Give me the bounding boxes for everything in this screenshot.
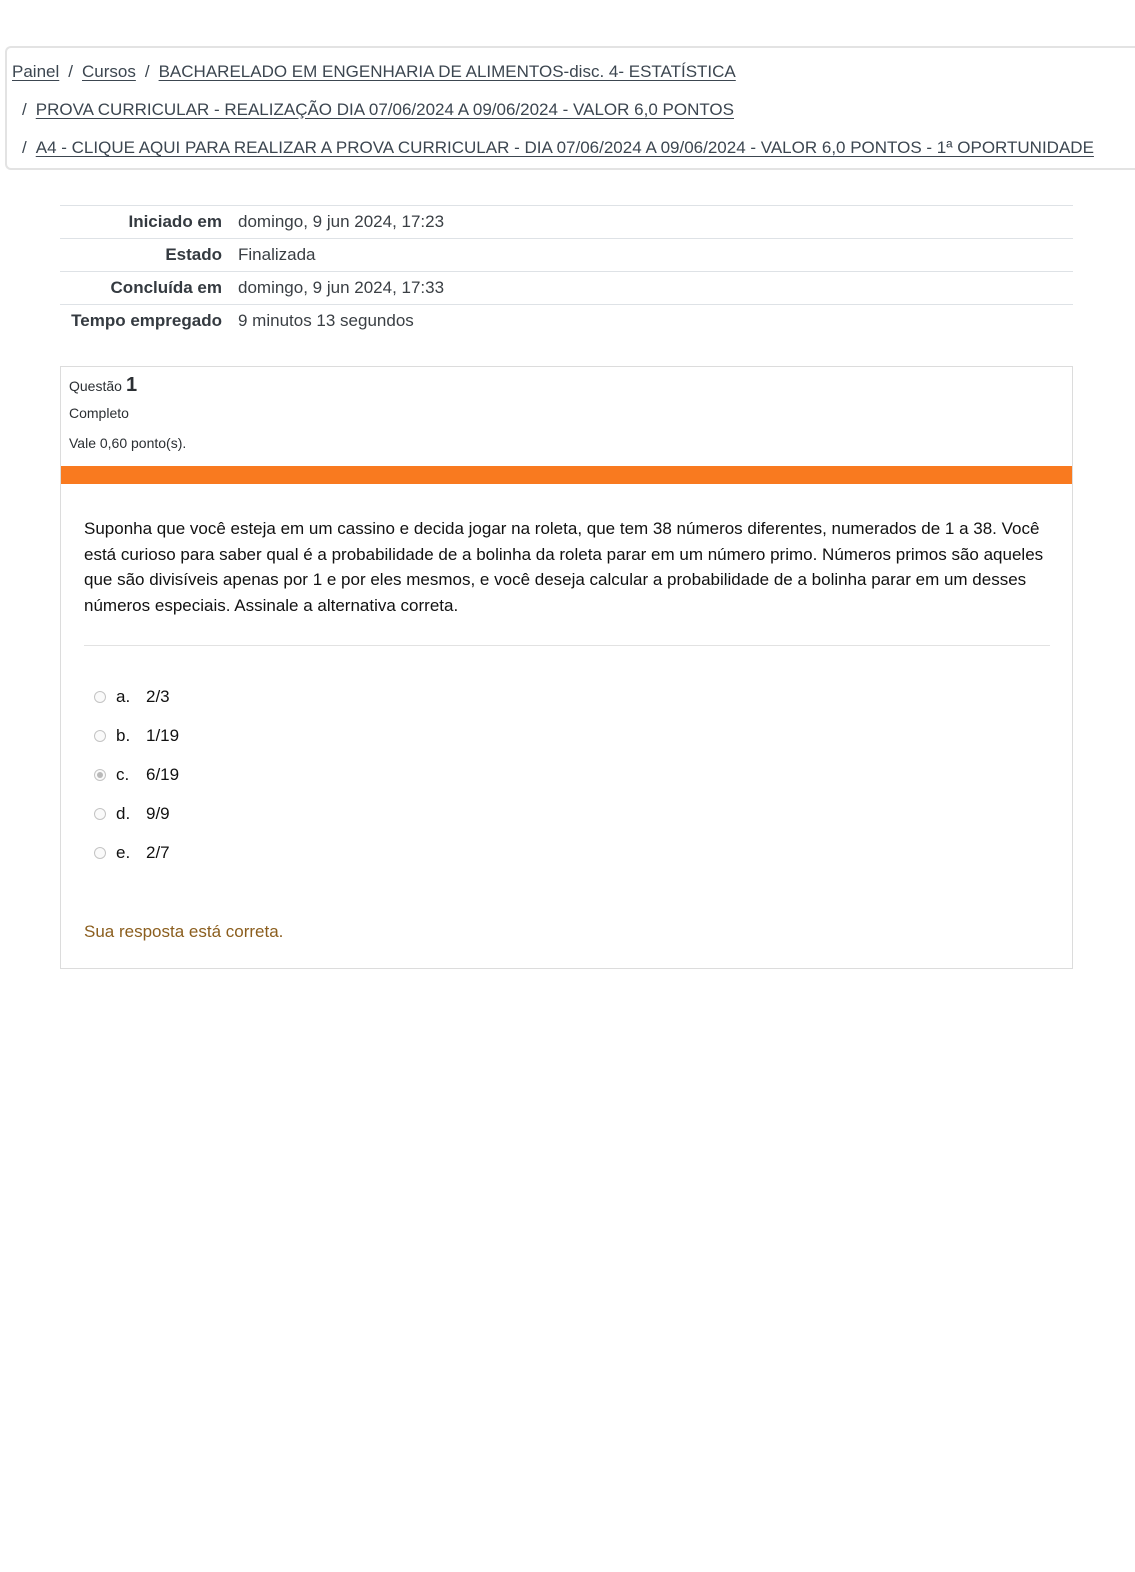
breadcrumb-separator: / bbox=[22, 100, 27, 119]
answer-letter: c. bbox=[116, 764, 130, 784]
question-state: Completo bbox=[69, 405, 129, 421]
breadcrumb-course-link[interactable]: BACHARELADO EM ENGENHARIA DE ALIMENTOS-disc. 4- ESTATÍSTICA bbox=[158, 62, 736, 81]
answer-value: 9/9 bbox=[146, 803, 170, 823]
time-label: Tempo empregado bbox=[71, 311, 222, 330]
feedback-text: Sua resposta está correta. bbox=[84, 922, 284, 941]
radio-button[interactable] bbox=[94, 808, 106, 820]
breadcrumb-cursos-link[interactable]: Cursos bbox=[82, 62, 136, 81]
answer-option-e[interactable] bbox=[94, 833, 179, 872]
answer-letter: b. bbox=[116, 725, 131, 745]
summary-row-completed bbox=[60, 272, 1073, 305]
answer-option-a[interactable] bbox=[94, 677, 179, 716]
answer-letter: a. bbox=[116, 686, 131, 706]
summary-row-state bbox=[60, 239, 1073, 272]
answer-list bbox=[94, 677, 179, 872]
radio-button[interactable] bbox=[94, 730, 106, 742]
answer-value: 2/3 bbox=[146, 686, 170, 706]
state-label: Estado bbox=[165, 245, 222, 264]
question-accent-bar bbox=[61, 466, 1072, 484]
breadcrumb-separator: / bbox=[144, 62, 150, 81]
completed-value: domingo, 9 jun 2024, 17:33 bbox=[238, 278, 445, 297]
attempt-summary-table bbox=[60, 205, 1073, 337]
answer-option-d[interactable] bbox=[94, 794, 179, 833]
answer-value: 1/19 bbox=[146, 725, 180, 745]
breadcrumb-section-link[interactable]: PROVA CURRICULAR - REALIZAÇÃO DIA 07/06/2024 A 09/06/2024 - VALOR 6,0 PONTOS bbox=[35, 100, 734, 119]
radio-button[interactable] bbox=[94, 691, 106, 703]
question-text: Suponha que você esteja em um cassino e decida jogar na roleta, que tem 38 números diferentes, numerados de 1 a 38. Você está curioso para saber qual é a probabilidade de a bolinha da roleta parar em um número primo. Números primos são aqueles que são divisíveis apenas por 1 e por eles mesmos, e você deseja calcular a probabilidade de a bolinha parar em um desses números especiais. Assinale a alternativa correta. bbox=[84, 519, 1044, 615]
answer-value: 2/7 bbox=[146, 842, 170, 862]
question-number: 1 bbox=[125, 374, 138, 396]
question-label: Questão bbox=[69, 378, 122, 394]
completed-label: Concluída em bbox=[110, 278, 222, 297]
breadcrumb-separator: / bbox=[22, 138, 27, 157]
radio-button-selected[interactable] bbox=[94, 769, 106, 781]
question-info bbox=[69, 373, 186, 453]
breadcrumb-line-3 bbox=[12, 138, 1094, 158]
breadcrumb-line-1 bbox=[12, 62, 736, 82]
breadcrumb-quiz-link[interactable]: A4 - CLIQUE AQUI PARA REALIZAR A PROVA CURRICULAR - DIA 07/06/2024 A 09/06/2024 - VALOR 6,0 PONTOS - 1ª OPORTUNIDADE bbox=[35, 138, 1094, 157]
state-value: Finalizada bbox=[238, 245, 316, 264]
question-number-line bbox=[69, 373, 186, 398]
breadcrumb bbox=[5, 46, 1135, 170]
time-value: 9 minutos 13 segundos bbox=[238, 311, 414, 330]
breadcrumb-painel-link[interactable]: Painel bbox=[12, 62, 60, 81]
question-grade: Vale 0,60 ponto(s). bbox=[69, 435, 187, 451]
summary-row-started bbox=[60, 206, 1073, 239]
breadcrumb-line-2 bbox=[12, 100, 734, 120]
answer-option-c[interactable] bbox=[94, 755, 179, 794]
answer-option-b[interactable] bbox=[94, 716, 179, 755]
divider bbox=[84, 645, 1050, 646]
summary-row-time bbox=[60, 305, 1073, 338]
answer-letter: e. bbox=[116, 842, 131, 862]
question-card bbox=[60, 366, 1073, 969]
started-label: Iniciado em bbox=[128, 212, 222, 231]
answer-value: 6/19 bbox=[146, 764, 180, 784]
breadcrumb-separator: / bbox=[68, 62, 73, 81]
answer-letter: d. bbox=[116, 803, 131, 823]
started-value: domingo, 9 jun 2024, 17:23 bbox=[238, 212, 445, 231]
radio-button[interactable] bbox=[94, 847, 106, 859]
